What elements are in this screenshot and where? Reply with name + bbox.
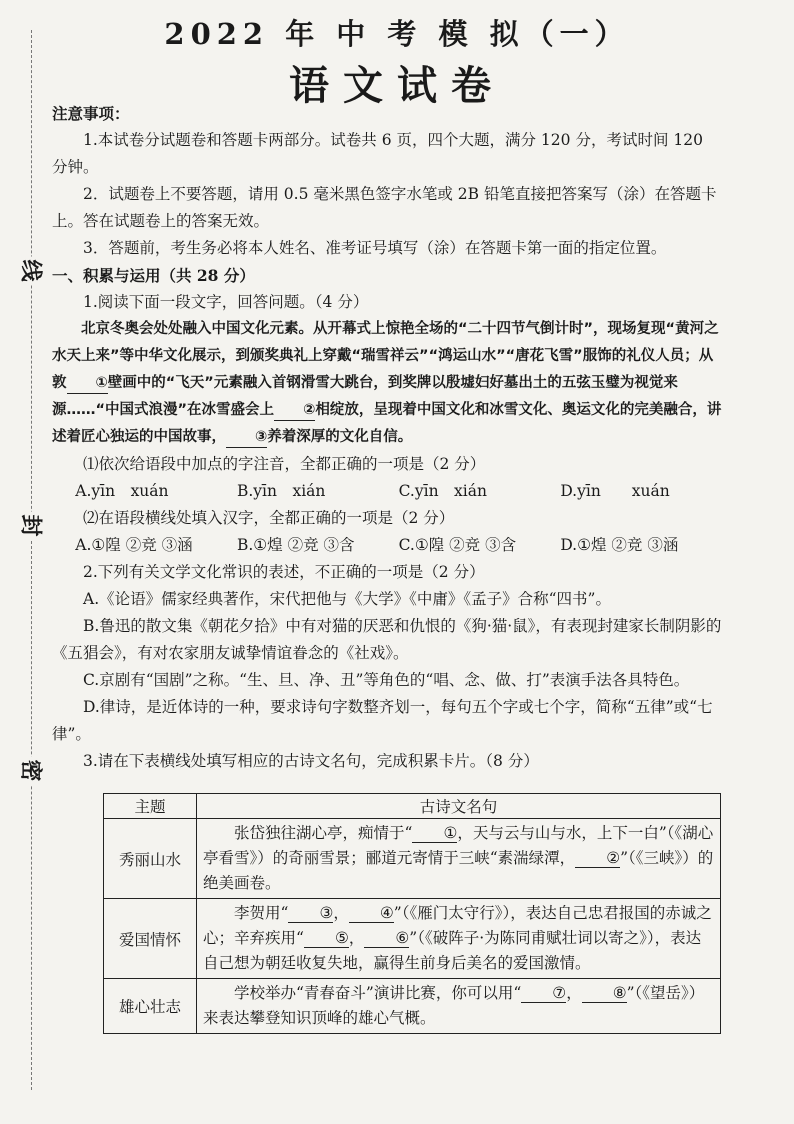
blank-2: ②: [274, 400, 315, 421]
line-text: 李贺用“: [234, 904, 289, 922]
row-lines: [197, 899, 721, 979]
option-a: A.yīn xuán: [75, 482, 169, 500]
answer-blank-3[interactable]: ③: [288, 904, 333, 923]
answer-blank-1[interactable]: ①: [412, 824, 457, 843]
line-text: ”（《望岳》）来表达攀登知识顶峰的雄心气概。: [203, 984, 705, 1027]
row-theme: 雄心壮志: [104, 979, 197, 1034]
q1-stem: 1.阅读下面一段文字，回答问题。（4 分）: [83, 293, 369, 311]
line-text: 学校举办“青春奋斗”演讲比赛，你可以用“: [234, 984, 522, 1002]
passage-text: 壁画中的“飞天”元素融入首钢滑雪大跳台，到奖牌以殷墟妇好墓出土的五弦玉璧为视觉来源……“中国式浪漫”在冰雪盛会上: [52, 375, 678, 418]
notice-item: 1.本试卷分试题卷和答题卡两部分。试卷共 6 页，四个大题，满分 120 分，考试时间 120 分钟。: [52, 131, 703, 176]
answer-blank-5[interactable]: ⑤: [304, 929, 349, 948]
section-heading: 一、积累与运用（共 28 分）: [52, 266, 255, 285]
accumulation-card-table: [103, 793, 721, 1034]
q2-stem: 2.下列有关文学文化常识的表述，不正确的一项是（2 分）: [83, 563, 485, 581]
blank-3: ③: [226, 427, 267, 448]
answer-blank-2[interactable]: ②: [575, 849, 620, 868]
option-c: C.①隍 ②竞 ③含: [398, 536, 517, 554]
table-row: [104, 979, 721, 1034]
row-lines: [197, 979, 721, 1034]
q1-sub2-stem: ⑵在语段横线处填入汉字，全都正确的一项是（2 分）: [83, 509, 455, 527]
q1-sub1-stem: ⑴依次给语段中加点的字注音，全都正确的一项是（2 分）: [83, 455, 486, 473]
q3-stem: 3.请在下表横线处填写相应的古诗文名句，完成积累卡片。（8 分）: [83, 752, 539, 770]
q2-option-b: B.鲁迅的散文集《朝花夕拾》中有对猫的厌恶和仇恨的《狗·猫·鼠》，有表现封建家长制阴影的《五猖会》，有对农家朋友诚挚情谊眷念的《社戏》。: [52, 617, 722, 662]
binding-char-xian: 线: [17, 257, 48, 285]
option-a: A.①隍 ②竞 ③涵: [75, 536, 193, 554]
answer-blank-8[interactable]: ⑧: [582, 984, 627, 1003]
q2-option-d: D.律诗，是近体诗的一种，要求诗句字数整齐划一，每句五个字或七个字，简称“五律”或“七律”。: [52, 698, 713, 743]
table-row: [104, 899, 721, 979]
table-header-row: [104, 794, 721, 819]
line-text: ，: [333, 904, 349, 922]
exam-title-line2: 语文试卷: [289, 62, 505, 109]
q1-passage: [52, 316, 722, 451]
line-text: ，: [566, 984, 582, 1002]
row-lines: [197, 819, 721, 899]
option-c: C.yīn xián: [398, 482, 487, 500]
answer-blank-4[interactable]: ④: [349, 904, 394, 923]
col-theme-header: 主题: [104, 794, 197, 819]
line-text: ，: [348, 929, 365, 947]
answer-blank-6[interactable]: ⑥: [364, 929, 409, 948]
q1-sub2-options: [52, 532, 722, 559]
passage-text: 相绽放，呈现着中国文化和冰雪文化、奥运文化的完美融合，讲述着匠心独运的中国故事，: [52, 402, 722, 445]
line-text: ”（《破阵子·为陈同甫赋壮词以寄之》），表达自己想为朝廷收复失地，赢得生前身后美名的爱国激情。: [203, 929, 702, 972]
option-b: B.①煌 ②竞 ③含: [236, 536, 355, 554]
q2-option-c: C.京剧有“国剧”之称。“生、旦、净、丑”等角色的“唱、念、做、打”表演手法各具特色。: [83, 671, 690, 689]
notice-item: 3．答题前，考生务必将本人姓名、准考证号填写（涂）在答题卡第一面的指定位置。: [83, 239, 667, 257]
row-theme: 秀丽山水: [104, 819, 197, 899]
line-text: ”（《雁门太守行》），表达自己忠君报国的赤诚之心；辛弃疾用“: [203, 904, 712, 947]
line-text: 张岱独往湖心亭，痴情于“: [234, 824, 413, 842]
notice-heading: 注意事项：: [52, 104, 130, 123]
line-text: ”（《三峡》）的绝美画卷。: [203, 849, 714, 892]
option-d: D.yīn xuán: [560, 482, 670, 500]
binding-margin: [8, 0, 48, 1124]
binding-char-mi: 密: [17, 757, 48, 785]
answer-blank-7[interactable]: ⑦: [521, 984, 566, 1003]
exam-title-line1: 2022 年 中 考 模 拟（一）: [164, 17, 630, 51]
col-lines-header: 古诗文名句: [197, 794, 721, 819]
passage-text: 养着深厚的文化自信。: [267, 429, 413, 445]
table-row: [104, 819, 721, 899]
q2-option-a: A.《论语》儒家经典著作，宋代把他与《大学》《中庸》《孟子》合称“四书”。: [83, 590, 611, 608]
q1-sub1-options: [52, 478, 722, 505]
exam-content: [52, 100, 722, 775]
blank-1: ①: [67, 373, 108, 394]
binding-dashed-line: [31, 30, 32, 1090]
passage-text: 北京冬奥会处处融入中国文化元素。从开幕式上惊艳全场的“二十四节气倒计时”，现场复现“黄河之水天上来”等中华文化展示，到颁奖典礼上穿戴“瑞雪祥云”“鸿运山水”“唐花飞雪”服饰的礼仪人员；从敦: [52, 321, 719, 391]
notice-item: 2．试题卷上不要答题，请用 0.5 毫米黑色签字水笔或 2B 铅笔直接把答案写（涂）在答题卡上。答在试题卷上的答案无效。: [52, 185, 717, 230]
row-theme: 爱国情怀: [104, 899, 197, 979]
option-d: D.①煌 ②竞 ③涵: [560, 536, 679, 554]
binding-char-feng: 封: [17, 512, 48, 540]
option-b: B.yīn xián: [236, 482, 326, 500]
line-text: ，天与云与山与水，上下一白”（《湖心亭看雪》）的奇丽雪景；郦道元寄情于三峡“素湍绿潭，: [203, 824, 714, 867]
